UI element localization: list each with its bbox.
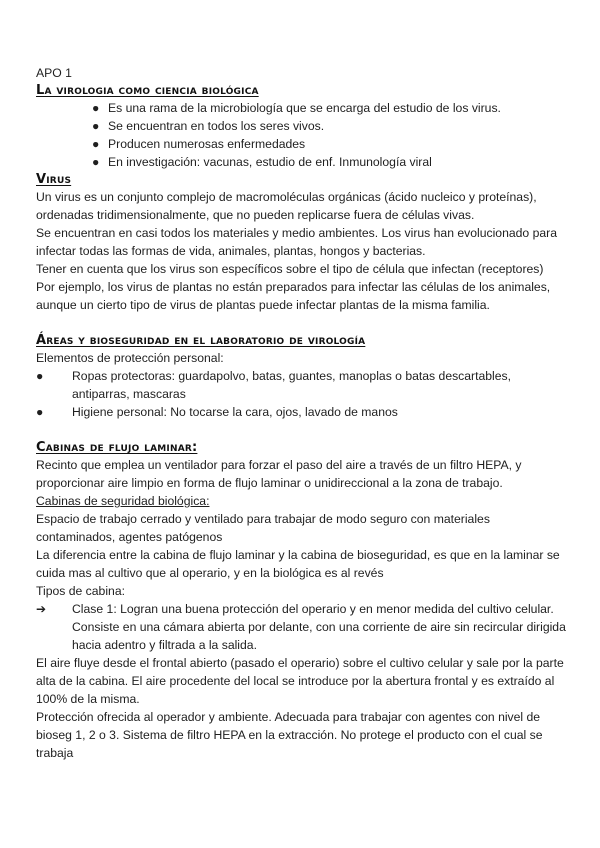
bullet-icon: ●	[36, 405, 44, 419]
heading-bioseguridad: Áreas y bioseguridad en el laboratorio de virología	[36, 333, 366, 348]
virologia-bullet-list	[36, 99, 568, 171]
cabinas-paragraph: La diferencia entre la cabina de flujo laminar y la cabina de bioseguridad, es que en la laminar se cuida mas al cultivo que al operario, y en la biológica es al revés	[36, 548, 560, 580]
virus-paragraph: Tener en cuenta que los virus son específicos sobre el tipo de célula que infectan (receptores)	[36, 262, 544, 276]
virus-paragraph: Un virus es un conjunto complejo de macromoléculas orgánicas (ácido nucleico y proteínas), ordenadas tridimensionalmente, que no pueden replicarse fuera de células vivas.	[36, 190, 537, 222]
tipos-label: Tipos de cabina:	[36, 584, 125, 598]
cabinas-paragraph: Espacio de trabajo cerrado y ventilado para trabajar de modo seguro con materiales contaminados, agentes patógenos	[36, 512, 490, 544]
list-item: ● Se encuentran en todos los seres vivos.	[92, 119, 325, 133]
cabinas-paragraph: El aire fluye desde el frontal abierto (pasado el operario) sobre el cultivo celular y sale por la parte alta de la cabina. El aire procedente del local se introduce por la abertura frontal y es extraído al 100% de la misma.	[36, 656, 564, 706]
bullet-icon: ●	[92, 155, 100, 169]
bullet-icon: ●	[92, 119, 100, 133]
heading-virus: Virus	[36, 172, 72, 187]
bullet-icon: ●	[36, 369, 44, 383]
heading-virologia: La virologia como ciencia biológica	[36, 83, 259, 98]
list-item: ● En investigación: vacunas, estudio de enf. Inmunología viral	[92, 155, 432, 169]
list-item: ➔ Clase 1: Logran una buena protección del operario y en menor medida del cultivo celular. Consiste en una cámara abierta por delante, con una corriente de aire sin recircular dirigida hacia adentro y filtrada a la salida.	[36, 602, 566, 652]
cabinas-paragraph: Protección ofrecida al operador y ambiente. Adecuada para trabajar con agentes con nivel de bioseg 1, 2 o 3. Sistema de filtro HEPA en la extracción. No protege el producto con el cual se trabaja	[36, 710, 543, 760]
virus-paragraph: Se encuentran en casi todos los materiales y medio ambientes. Los virus han evolucionado para infectar todas las formas de vida, animales, plantas, hongos y bacterias.	[36, 226, 557, 258]
spacer	[36, 314, 568, 332]
doc-label: APO 1	[36, 66, 72, 80]
proteccion-intro: Elementos de protección personal:	[36, 351, 224, 365]
heading-cabinas: Cabinas de flujo laminar:	[36, 440, 198, 455]
list-item: ● Es una rama de la microbiología que se encarga del estudio de los virus.	[92, 101, 501, 115]
subheading-seguridad-biologica: Cabinas de seguridad biológica:	[36, 494, 210, 508]
list-item: ● Higiene personal: No tocarse la cara, ojos, lavado de manos	[36, 405, 398, 419]
list-item: ● Producen numerosas enfermedades	[92, 137, 306, 151]
bullet-icon: ●	[92, 137, 100, 151]
spacer	[36, 421, 568, 439]
bullet-icon: ●	[92, 101, 100, 115]
virus-paragraph: Por ejemplo, los virus de plantas no están preparados para infectar las células de los animales, aunque un cierto tipo de virus de plantas puede infectar plantas de la misma familia.	[36, 280, 551, 312]
list-item: ● Ropas protectoras: guardapolvo, batas, guantes, manoplas o batas descartables, antiparras, mascaras	[36, 369, 512, 401]
arrow-right-icon: ➔	[36, 602, 47, 616]
document-page	[36, 64, 568, 762]
cabinas-paragraph: Recinto que emplea un ventilador para forzar el paso del aire a través de un filtro HEPA, y proporcionar aire limpio en forma de flujo laminar o unidireccional a la zona de trabajo.	[36, 458, 522, 490]
